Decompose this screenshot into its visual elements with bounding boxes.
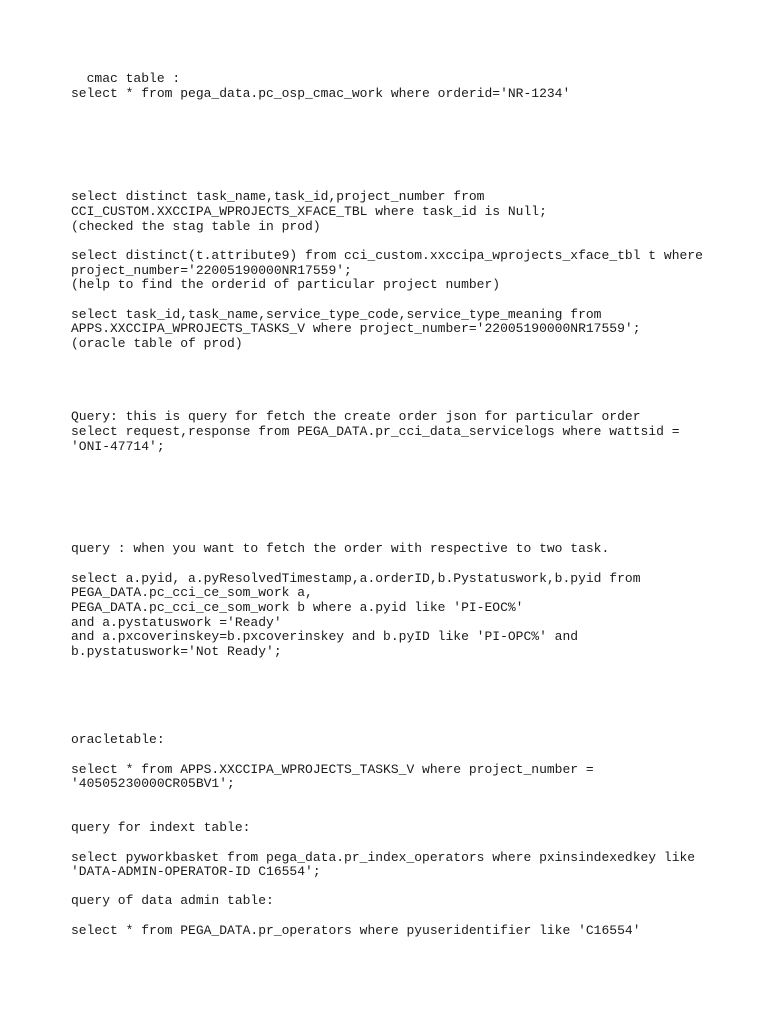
- text-line: 'DATA-ADMIN-OPERATOR-ID C16554';: [71, 864, 321, 879]
- text-line: and a.pxcoverinskey=b.pxcoverinskey and b.pyID like 'PI-OPC%' and: [71, 629, 579, 644]
- text-line: 'ONI-47714';: [71, 439, 165, 454]
- text-line: b.pystatuswork='Not Ready';: [71, 644, 282, 659]
- text-line: (help to find the orderid of particular project number): [71, 277, 501, 292]
- text-line: and a.pystatuswork ='Ready': [71, 615, 282, 630]
- text-line: select distinct(t.attribute9) from cci_custom.xxccipa_wprojects_xface_tbl t where: [71, 248, 703, 263]
- text-line: PEGA_DATA.pc_cci_ce_som_work b where a.pyid like 'PI-EOC%': [71, 600, 524, 615]
- text-line: '40505230000CR05BV1';: [71, 776, 235, 791]
- text-line: select * from pega_data.pc_osp_cmac_work where orderid='NR-1234': [71, 86, 571, 101]
- text-line: select request,response from PEGA_DATA.pr_cci_data_servicelogs where wattsid =: [71, 424, 680, 439]
- text-line: query for indext table:: [71, 820, 251, 835]
- text-line: query of data admin table:: [71, 893, 274, 908]
- text-line: select a.pyid, a.pyResolvedTimestamp,a.orderID,b.Pystatuswork,b.pyid from: [71, 571, 641, 586]
- text-line: (oracle table of prod): [71, 336, 243, 351]
- text-line: Query: this is query for fetch the create order json for particular order: [71, 409, 641, 424]
- text-line: select * from APPS.XXCCIPA_WPROJECTS_TASKS_V where project_number =: [71, 762, 594, 777]
- text-line: (checked the stag table in prod): [71, 219, 321, 234]
- text-line: select distinct task_name,task_id,project_number from: [71, 189, 485, 204]
- text-line: select * from PEGA_DATA.pr_operators where pyuseridentifier like 'C16554': [71, 923, 641, 938]
- text-line: cmac table :: [71, 71, 181, 86]
- text-line: select task_id,task_name,service_type_code,service_type_meaning from: [71, 307, 602, 322]
- text-line: CCI_CUSTOM.XXCCIPA_WPROJECTS_XFACE_TBL where task_id is Null;: [71, 204, 547, 219]
- text-line: oracletable:: [71, 732, 165, 747]
- text-line: project_number='22005190000NR17559';: [71, 263, 352, 278]
- text-line: APPS.XXCCIPA_WPROJECTS_TASKS_V where project_number='22005190000NR17559';: [71, 321, 641, 336]
- text-line: select pyworkbasket from pega_data.pr_index_operators where pxinsindexedkey like: [71, 850, 696, 865]
- text-line: query : when you want to fetch the order with respective to two task.: [71, 541, 610, 556]
- text-line: PEGA_DATA.pc_cci_ce_som_work a,: [71, 585, 313, 600]
